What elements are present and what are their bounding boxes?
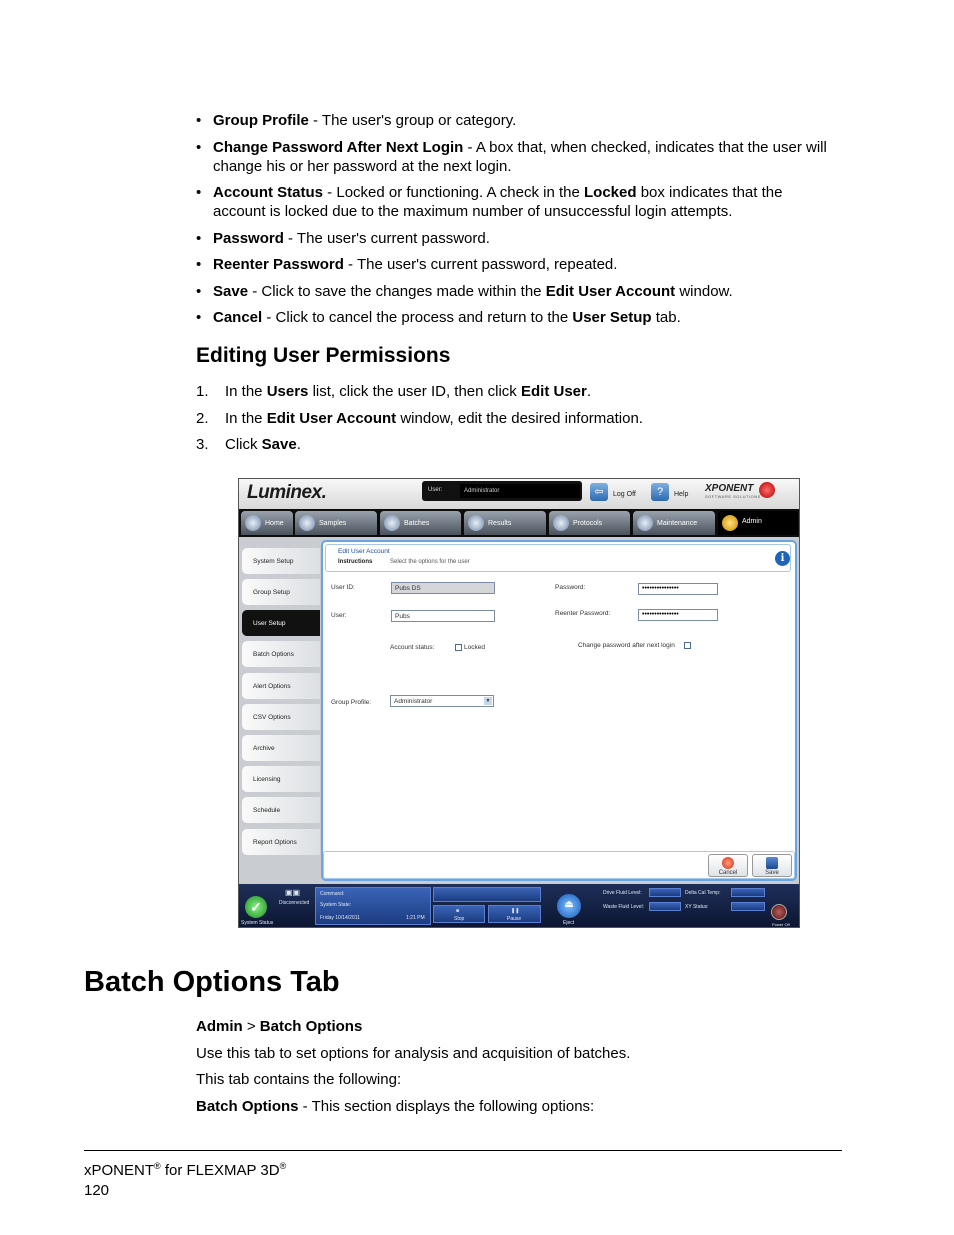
- userid-field: Pubs DS: [391, 582, 495, 594]
- footer-product: xPONENT® for FLEXMAP 3D®: [84, 1161, 287, 1179]
- main-heading: Batch Options Tab: [84, 966, 340, 998]
- eject-icon[interactable]: ⏏: [557, 894, 581, 918]
- waste-level-label: Waste Fluid Level:: [603, 904, 644, 910]
- step-item: 3. Click Save.: [196, 436, 301, 453]
- reenter-password-field[interactable]: •••••••••••••••: [638, 609, 718, 621]
- stop-icon: ■: [456, 908, 460, 914]
- system-status-label: System Status: [241, 920, 274, 926]
- paragraph: Batch Options - This section displays the following options:: [196, 1097, 595, 1115]
- sidebar-item-archive[interactable]: Archive: [242, 735, 320, 761]
- disconnected-label: Disconnected: [279, 900, 310, 906]
- power-off-label: Power Off: [772, 922, 790, 927]
- delta-cal-temp-bar: [731, 888, 765, 897]
- main-tabs: [239, 509, 799, 537]
- cancel-button[interactable]: Cancel: [708, 854, 748, 877]
- batch-options-body: [196, 1017, 836, 1123]
- xponent-logo: XPONENT: [705, 483, 754, 494]
- panel-footer: [323, 851, 795, 879]
- procedure-steps: [196, 382, 643, 462]
- change-password-checkbox[interactable]: [684, 642, 691, 649]
- maintenance-icon: [637, 515, 653, 531]
- protocols-icon: [553, 515, 569, 531]
- sidebar-item-report-options[interactable]: Report Options: [242, 829, 320, 855]
- info-icon[interactable]: i: [775, 551, 790, 566]
- sheath-level-bar: [649, 888, 681, 897]
- list-item: • Account Status - Locked or functioning. A check in the Locked box indicates that the account is locked due to the maximum number of unsuccessful login attempts.: [196, 183, 836, 221]
- sidebar-item-user-setup[interactable]: User Setup: [242, 610, 320, 636]
- xy-status-bar: [731, 902, 765, 911]
- status-bar: [239, 884, 799, 927]
- locked-label: Locked: [464, 644, 485, 651]
- group-profile-label: Group Profile:: [331, 699, 372, 706]
- field-description-list: [196, 111, 836, 335]
- tab-admin[interactable]: Admin: [718, 511, 798, 535]
- tab-home[interactable]: Home: [241, 511, 293, 535]
- userid-label: User ID:: [331, 584, 355, 591]
- waste-level-bar: [649, 902, 681, 911]
- user-value: Administrator: [460, 484, 580, 498]
- floppy-disk-icon: [766, 857, 778, 869]
- section-heading: Editing User Permissions: [196, 344, 451, 367]
- logoff-icon: ⇦: [590, 483, 608, 501]
- app-screenshot: [238, 478, 800, 928]
- pause-button[interactable]: ❚❚ Pause: [488, 905, 541, 923]
- app-header: Luminex. User: Administrator ⇦ Log Off ? Help XPONENT SOFTWARE SOLUTIONS: [239, 479, 799, 509]
- password-field[interactable]: •••••••••••••••: [638, 583, 718, 595]
- panel-title: Edit User Account: [338, 548, 390, 555]
- sidebar-item-csv-options[interactable]: CSV Options: [242, 704, 320, 730]
- user-field[interactable]: Pubs: [391, 610, 495, 622]
- list-item: • Save - Click to save the changes made within the Edit User Account window.: [196, 282, 836, 301]
- tab-batches[interactable]: Batches: [380, 511, 461, 535]
- tab-maintenance[interactable]: Maintenance: [633, 511, 715, 535]
- sidebar-item-group-setup[interactable]: Group Setup: [242, 579, 320, 605]
- breadcrumb: Admin > Batch Options: [196, 1018, 363, 1035]
- sidebar-item-schedule[interactable]: Schedule: [242, 797, 320, 823]
- stop-button[interactable]: ■ Stop: [433, 905, 485, 923]
- change-password-label: Change password after next login: [578, 642, 675, 649]
- sidebar-item-batch-options[interactable]: Batch Options: [242, 641, 320, 667]
- progress-bar: [433, 887, 541, 902]
- user-label: User:: [331, 612, 347, 619]
- status-light-icon: [759, 482, 775, 498]
- step-item: 2. In the Edit User Account window, edit the desired information.: [196, 409, 643, 427]
- system-status-check-icon[interactable]: ✓: [245, 896, 267, 918]
- xy-status-label: XY Status:: [685, 904, 709, 910]
- save-button[interactable]: Save: [752, 854, 792, 877]
- tab-protocols[interactable]: Protocols: [549, 511, 630, 535]
- account-status-label: Account status:: [390, 644, 435, 651]
- eject-label: Eject: [563, 920, 575, 926]
- user-label: User:: [428, 487, 443, 493]
- reenter-password-label: Reenter Password:: [555, 610, 611, 617]
- sheath-level-label: Drive Fluid Level:: [603, 890, 642, 896]
- tab-results[interactable]: Results: [464, 511, 546, 535]
- group-profile-select[interactable]: Administrator ▼: [390, 695, 494, 707]
- sidebar-item-system-setup[interactable]: System Setup: [242, 548, 320, 574]
- step-item: 1. In the Users list, click the user ID, then click Edit User.: [196, 383, 592, 400]
- edit-user-account-panel: [321, 540, 797, 881]
- locked-checkbox[interactable]: [455, 644, 462, 651]
- cancel-icon: [722, 857, 734, 869]
- list-item: • Change Password After Next Login - A box that, when checked, indicates that the user will change his or her password at the next login.: [196, 138, 836, 176]
- page-number: 120: [84, 1182, 110, 1199]
- help-icon: ?: [651, 483, 669, 501]
- sidebar-item-licensing[interactable]: Licensing: [242, 766, 320, 792]
- xponent-sub: SOFTWARE SOLUTIONS: [705, 494, 761, 499]
- instrument-icon: ▣▣: [285, 888, 301, 897]
- footer-rule: [84, 1150, 842, 1151]
- instructions-text: Select the options for the user: [390, 559, 470, 565]
- password-label: Password:: [555, 584, 586, 591]
- tab-samples[interactable]: Samples: [295, 511, 377, 535]
- instructions-label: Instructions: [338, 559, 373, 565]
- sidebar-item-alert-options[interactable]: Alert Options: [242, 673, 320, 699]
- results-icon: [468, 515, 484, 531]
- chevron-down-icon: ▼: [485, 698, 491, 704]
- delta-cal-temp-label: Delta Cal Temp:: [685, 890, 721, 896]
- power-off-icon[interactable]: [771, 904, 787, 920]
- list-item: • Reenter Password - The user's current password, repeated.: [196, 255, 836, 274]
- batches-icon: [384, 515, 400, 531]
- luminex-logo: Luminex.: [247, 482, 327, 503]
- current-user-box: [422, 481, 582, 501]
- list-item: • Cancel - Click to cancel the process and return to the User Setup tab.: [196, 308, 836, 327]
- list-item: • Password - The user's current password.: [196, 229, 836, 248]
- home-icon: [245, 515, 261, 531]
- samples-icon: [299, 515, 315, 531]
- pause-icon: ❚❚: [511, 908, 520, 914]
- panel-header: [325, 544, 791, 572]
- admin-icon: [722, 515, 738, 531]
- list-item: • Group Profile - The user's group or category.: [196, 111, 836, 130]
- command-box: Command: System State: Friday 10/14/2011 1:21 PM: [315, 887, 431, 925]
- paragraph: This tab contains the following:: [196, 1071, 402, 1088]
- paragraph: Use this tab to set options for analysis and acquisition of batches.: [196, 1044, 631, 1062]
